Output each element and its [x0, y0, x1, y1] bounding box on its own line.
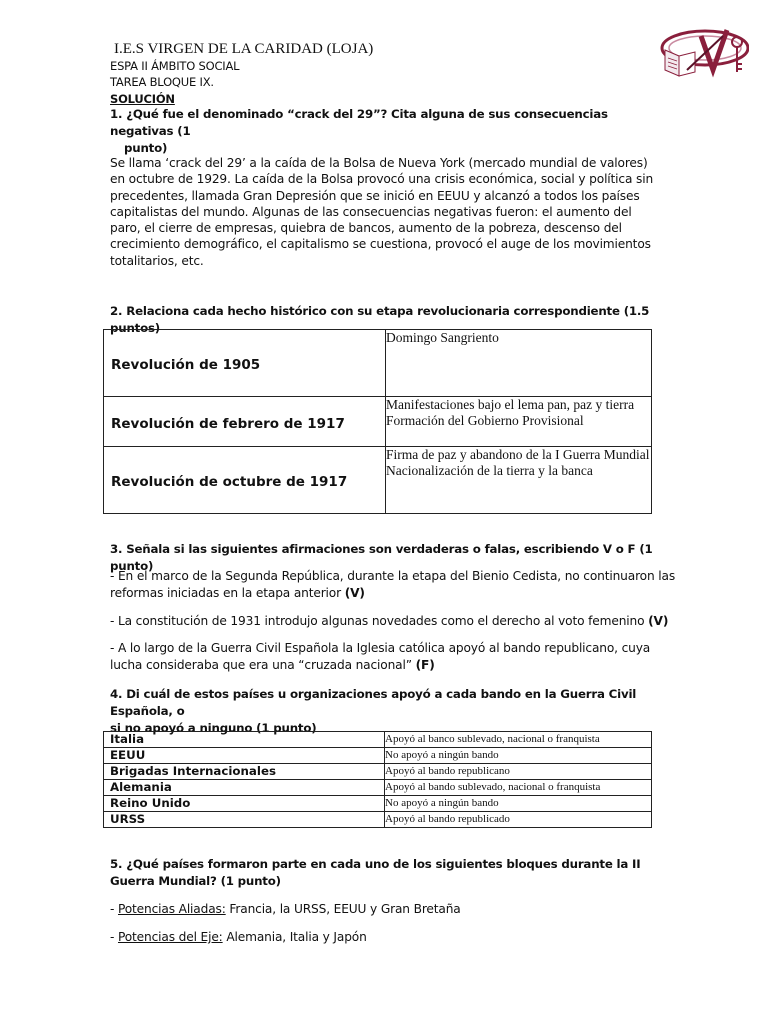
allies-answer: - Potencias Aliadas: Francia, la URSS, EEUU y Gran Bretaña: [110, 902, 461, 916]
question-1-line2: punto): [124, 141, 168, 155]
revolution-fact: Firma de paz y abandono de la I Guerra Mundial: [386, 447, 650, 462]
statement-3-line1: - A lo largo de la Guerra Civil Española la Iglesia católica apoyó al bando republicano, cuya: [110, 641, 651, 655]
revolution-fact: Domingo Sangriento: [386, 330, 499, 345]
support-cell: No apoyó a ningún bando: [385, 748, 652, 764]
revolution-event: Revolución de 1905: [104, 330, 386, 397]
country-cell: Brigadas Internacionales: [104, 764, 385, 780]
table-row: [104, 748, 652, 764]
revolution-fact: Formación del Gobierno Provisional: [386, 413, 584, 428]
statement-2-text: - La constitución de 1931 introdujo algunas novedades como el derecho al voto femenino: [110, 614, 649, 628]
table-row: [104, 447, 652, 514]
revolution-event: Revolución de octubre de 1917: [104, 447, 386, 514]
statement-1-line2: reformas iniciadas en la etapa anterior: [110, 586, 345, 600]
country-cell: Italia: [104, 732, 385, 748]
statement-2-mark: (V): [648, 614, 669, 628]
school-name: I.E.S VIRGEN DE LA CARIDAD (LOJA): [114, 41, 374, 57]
question-1-line1: 1. ¿Qué fue el denominado “crack del 29”? Cita alguna de sus consecuencias negativas (1: [110, 107, 608, 138]
country-cell: URSS: [104, 812, 385, 828]
support-cell: Apoyó al bando sublevado, nacional o franquista: [385, 780, 652, 796]
statement-3: [110, 640, 650, 674]
revolution-facts: [386, 330, 652, 397]
revolution-event: Revolución de febrero de 1917: [104, 397, 386, 447]
statement-2: [110, 613, 668, 630]
axis-label: Potencias del Eje:: [117, 930, 223, 944]
allies-label: Potencias Aliadas:: [117, 902, 226, 916]
country-cell: Reino Unido: [104, 796, 385, 812]
question-2: 2. Relaciona cada hecho histórico con su etapa revolucionaria correspondiente (1.5 puntos): [110, 304, 650, 335]
country-cell: EEUU: [104, 748, 385, 764]
table-row: [104, 764, 652, 780]
revolution-fact: Nacionalización de la tierra y la banca: [386, 463, 593, 478]
statement-3-line2: lucha consideraba que era una “cruzada nacional”: [110, 658, 416, 672]
statement-3-mark: (F): [415, 658, 435, 672]
civil-war-support-table: [103, 731, 652, 828]
table-row: [104, 397, 652, 447]
revolution-facts: [386, 447, 652, 514]
axis-countries: Alemania, Italia y Japón: [222, 930, 367, 944]
table-row: [104, 732, 652, 748]
solution-heading: SOLUCIÓN: [110, 92, 175, 106]
allies-countries: Francia, la URSS, EEUU y Gran Bretaña: [225, 902, 461, 916]
statement-1-mark: (V): [344, 586, 365, 600]
statement-1-line1: - En el marco de la Segunda República, durante la etapa del Bienio Cedista, no continuaron las: [110, 569, 676, 583]
question-4: [110, 686, 670, 737]
task-name: TAREA BLOQUE IX.: [110, 75, 214, 89]
table-row: [104, 796, 652, 812]
question-5-line2: Guerra Mundial? (1 punto): [110, 874, 281, 888]
revolution-facts: [386, 397, 652, 447]
answer-1: Se llama ‘crack del 29’ a la caída de la Bolsa de Nueva York (mercado mundial de valores) en octubre de 1929. La caída de la Bolsa provocó una crisis económica, social y política sin precedentes, llamada Gran Depresión que se inició en EEUU y alcanzó a todos los países capitalistas del mundo. Algunas de las consecuencias negativas fueron: el aumento del paro, el cierre de empresas, quiebra de bancos, aumento de la pobreza, descenso del crecimiento demográfico, el capitalismo se cuestiona, provocó el auge de los movimientos totalitarios, etc.: [110, 156, 654, 268]
question-1: [110, 106, 650, 157]
course-name: ESPA II ÁMBITO SOCIAL: [110, 59, 240, 73]
question-5-line1: 5. ¿Qué países formaron parte en cada uno de los siguientes bloques durante la II: [110, 857, 641, 871]
school-logo: [657, 26, 749, 80]
table-row: [104, 330, 652, 397]
country-cell: Alemania: [104, 780, 385, 796]
support-cell: Apoyó al banco sublevado, nacional o franquista: [385, 732, 652, 748]
question-5: [110, 856, 650, 890]
axis-answer: - Potencias del Eje: Alemania, Italia y Japón: [110, 930, 367, 944]
statement-1: [110, 568, 675, 602]
table-row: [104, 780, 652, 796]
support-cell: Apoyó al bando republicano: [385, 764, 652, 780]
question-4-line1: 4. Di cuál de estos países u organizaciones apoyó a cada bando en la Guerra Civil Española, o: [110, 687, 637, 718]
revolution-fact: Manifestaciones bajo el lema pan, paz y tierra: [386, 397, 635, 412]
revolutions-table: [103, 329, 652, 514]
question-4-line2: si no apoyó a ninguno (1 punto): [110, 721, 317, 735]
support-cell: No apoyó a ningún bando: [385, 796, 652, 812]
table-row: [104, 812, 652, 828]
question-3: 3. Señala si las siguientes afirmaciones son verdaderas o falas, escribiendo V o F (1 punto): [110, 542, 653, 573]
support-cell: Apoyó al bando republicado: [385, 812, 652, 828]
